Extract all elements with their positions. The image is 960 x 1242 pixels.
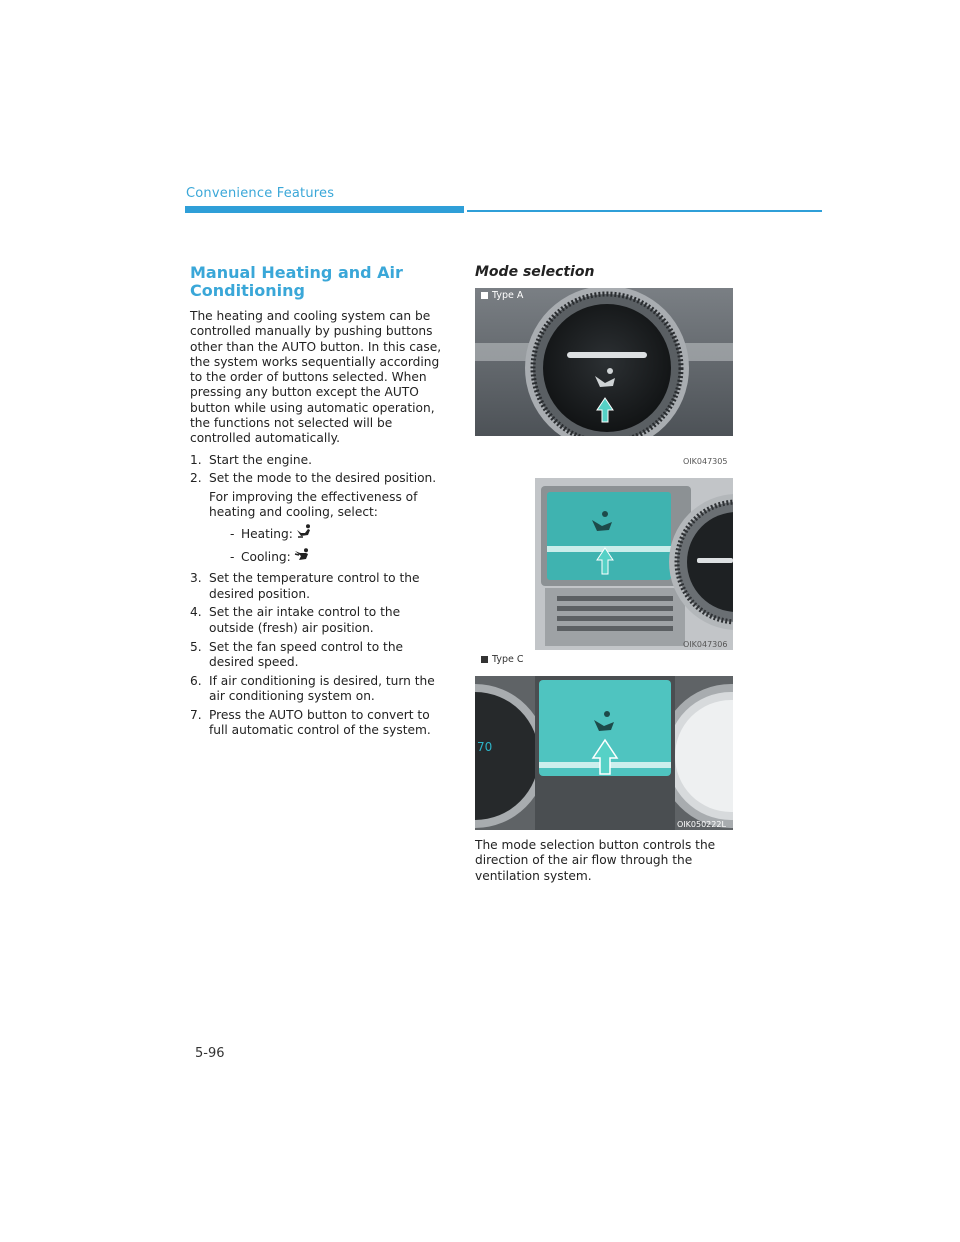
intro-paragraph: The heating and cooling system can be controlled manually by pushing buttons other than the AUTO button. In this case, the system works sequentially according to the order of buttons selected. When pressing any button except the AUTO button while using automatic operation, the functions not selected will be controlled automatically. <box>190 309 442 446</box>
section-header: Convenience Features <box>186 186 335 201</box>
type-c-photo <box>475 676 733 830</box>
figure-code: OIK047306 <box>683 640 728 649</box>
list-item: 7. Press the AUTO button to convert to full automatic control of the system. <box>190 707 431 738</box>
manual-section <box>190 264 448 742</box>
section-title: Manual Heating and Air Conditioning <box>190 263 403 300</box>
type-a-photo <box>475 288 733 436</box>
svg-text:70: 70 <box>477 740 493 754</box>
step-note: For improving the effectiveness of heating and cooling, select: <box>209 489 418 520</box>
steps-list <box>190 453 448 739</box>
list-item: 2. Set the mode to the desired position. For improving the effectiveness of heating and cooling, select: - Heating: - Cooling: <box>190 471 448 567</box>
type-b-photo <box>475 470 733 650</box>
list-item: 4. Set the air intake control to the outside (fresh) air position. <box>190 605 401 635</box>
type-c-label: Type C <box>481 654 523 665</box>
mode-selection-title: Mode selection <box>475 264 595 280</box>
cooling-mode-icon <box>294 548 311 568</box>
list-item: 3. Set the temperature control to the desired position. <box>190 571 420 601</box>
list-item: 1. Start the engine. <box>190 452 312 467</box>
list-item: 5. Set the fan speed control to the desired speed. <box>190 639 404 669</box>
mode-options <box>209 524 448 568</box>
heating-mode-icon <box>296 524 313 544</box>
header-rule-thick <box>185 206 464 213</box>
header-rule-thin <box>467 210 822 212</box>
list-item: 6. If air conditioning is desired, turn the air conditioning system on. <box>190 673 435 703</box>
page-number: 5-96 <box>195 1046 225 1061</box>
cooling-option: - Cooling: <box>211 548 448 568</box>
type-a-label: Type A <box>481 290 523 301</box>
figure-code: OIK050222L <box>677 820 726 829</box>
figure-code: OIK047305 <box>683 457 728 466</box>
heating-option: - Heating: <box>211 524 448 544</box>
mode-caption: The mode selection button controls the direction of the air flow through the ventilation system. <box>475 838 716 883</box>
